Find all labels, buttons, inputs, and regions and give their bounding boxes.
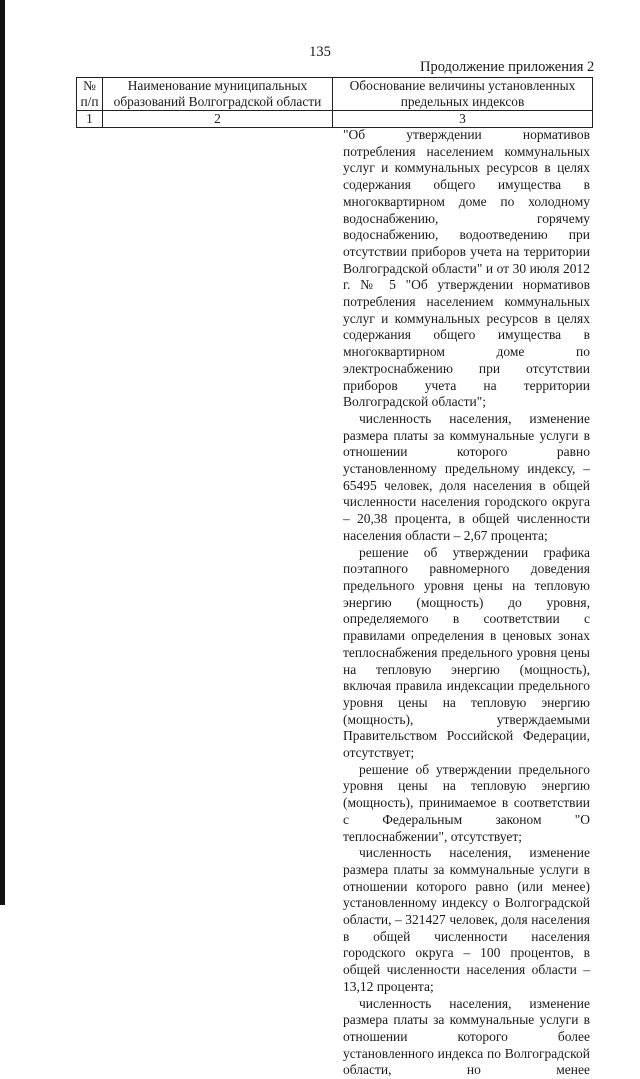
table-numbering-row (77, 111, 593, 128)
paragraph: "Об утверждении нормативов потребления населением коммунальных услуг и коммунальных ресурсов в целях содержания общего имущества в многоквартирном доме по холодному водоснабжению, горячему водоснабжению, водоотведению при отсутствии приборов учета на территории Волгоградской области" и от 30 июля 2012 г. № 5 "Об утверждении нормативов потребления населением коммунальных услуг и коммунальных ресурсов в целях содержания общего имущества в многоквартирном доме по электроснабжению при отсутствии приборов учета на территории Волгоградской области"; (343, 127, 590, 410)
header-table (76, 77, 593, 128)
continuation-label: Продолжение приложения 2 (420, 59, 595, 75)
column-number-1: 1 (77, 111, 103, 128)
column-header-number: № п/п (77, 78, 103, 111)
paragraph: решение об утверждении графика поэтапного равномерного доведения предельного уровня цены на тепловую энергию (мощность) до уровня, определяемого в соответствии с правилами определения в ценовых зонах теплоснабжения предельного уровня цены на тепловую энергию (мощность), включая правила индексации предельного уровня цены на тепловую энергию (мощность), утверждаемыми Правительством Российской Федерации, отсутствует; (343, 544, 590, 761)
column-header-justification: Обоснование величины установленных предельных индексов (333, 78, 593, 111)
justification-text (343, 127, 590, 1079)
paragraph: численность населения, изменение размера платы за коммунальные услуги в отношении которого равно (или менее) установленному индексу о Волгоградской области, – 321427 человек, доля населения в общей численности населения городского округа – 100 процентов, в общей численности населения области – 13,12 процента; (343, 845, 590, 994)
scan-edge-strip (0, 0, 5, 905)
paragraph: решение об утверждении предельного уровня цены на тепловую энергию (мощность), принимаемое в соответствии с Федеральным законом "О теплоснабжении", отсутствует; (343, 761, 590, 844)
column-number-3: 3 (333, 111, 593, 128)
page-number: 135 (309, 44, 331, 60)
table-header-row (77, 78, 593, 111)
paragraph: численность населения, изменение размера платы за коммунальные услуги в отношении которого равно установленному предельному индексу, – 65495 человек, доля населения в общей численности населения городского округа – 20,38 процента, в общей численности населения области – 2,67 процента; (343, 410, 590, 543)
paragraph: численность населения, изменение размера платы за коммунальные услуги в отношении которого более установленного индекса по Волгоградской области, но менее (343, 995, 590, 1078)
column-number-2: 2 (103, 111, 333, 128)
column-header-municipality: Наименование муниципальных образований Волгоградской области (103, 78, 333, 111)
